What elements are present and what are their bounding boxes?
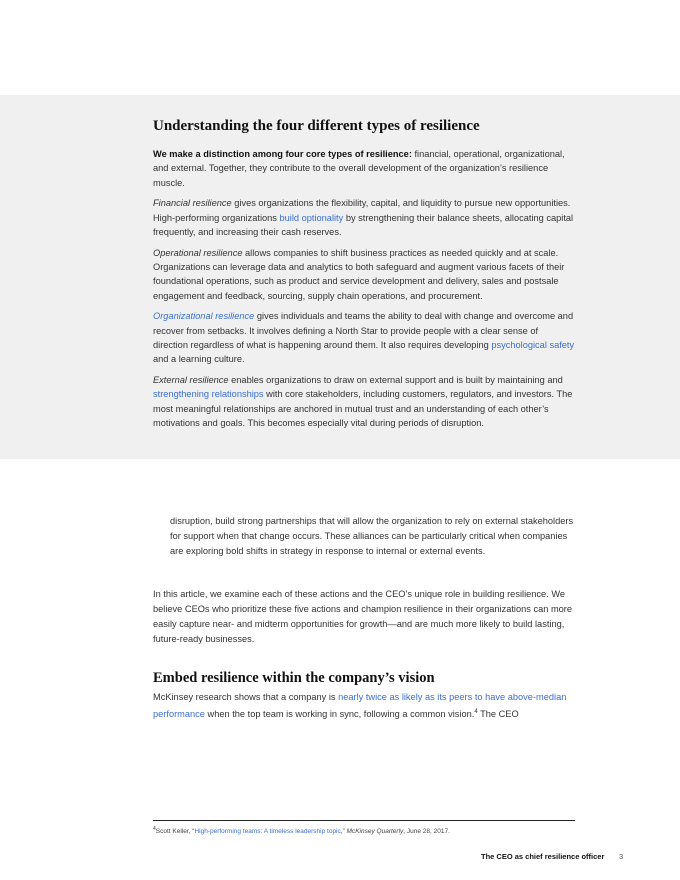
footnote-date: , June 28, 2017. [403,828,450,836]
section-text-c: The CEO [477,709,519,720]
above-median-performance-link[interactable]: nearly twice as likely as its peers to have above-median performance [153,692,567,720]
footnote-author: Scott Keller, “ [155,828,195,836]
footnote-ref[interactable]: 4 [474,709,478,715]
sidebar-content [153,117,575,437]
organizational-resilience-link[interactable]: Organizational resilience [153,311,255,322]
sidebar-paragraph-financial [153,196,575,239]
financial-text-a: gives organizations the flexibility, capital, and liquidity to pursue new opportunities. High-performing organizations [153,198,571,223]
section-body [153,690,575,722]
sidebar-paragraph-operational [153,246,575,303]
build-optionality-link[interactable]: build optionality [279,212,344,223]
section-text-b: when the top team is working in sync, following a common vision. [204,709,475,720]
sidebar-paragraph-external [153,373,575,430]
sidebar-intro-text: financial, operational, organizational, and external. Together, they contribute to the overall development of the organization’s resilience muscle. [153,149,565,188]
organizational-text-a: gives individuals and teams the ability to deal with change and overcome and recover from setbacks. It involves defining a North Star to provide people with a clear sense of direction regardless of what is happening around them. It also requires developing [153,311,574,351]
running-footer-title: The CEO as chief resilience officer [481,852,605,861]
intro-paragraph: In this article, we examine each of these actions and the CEO’s unique role in building resilience. We believe CEOs who prioritize these five actions and champion resilience in their organizations can more easily capture near- and midterm opportunities for growth—and are much more likely to build lasting, future-ready businesses. [153,589,573,644]
external-term: External resilience [153,375,229,386]
financial-text-b: by strengthening their balance sheets, allocating capital frequently, and increasing their cash reserves. [153,212,574,237]
organizational-text-b: and a learning culture. [153,354,245,365]
section-heading: Embed resilience within the company’s vision [153,670,435,686]
continuation-paragraph: disruption, build strong partnerships that will allow the organization to rely on external stakeholders for support when that change occurs. These alliances can be particularly critical when companies are exploring bold shifts in strategy in response to internal or external events. [170,516,574,556]
resilience-sidebar [0,95,680,459]
footnote-number: 4 [153,826,156,832]
financial-term: Financial resilience [153,198,232,209]
footnote-article-link[interactable]: High-performing teams: A timeless leadership topic [194,828,341,836]
operational-term: Operational resilience [153,247,243,258]
list-item-continuation [170,514,575,559]
footnote [153,824,583,837]
intro-block [153,587,575,647]
footnote-journal: McKinsey Quarterly [346,828,404,836]
page-number: 3 [619,852,624,861]
footnote-divider [153,820,575,821]
operational-text: allows companies to shift business practices as needed quickly and at scale. Organizations can leverage data and analytics to both safeguard and augment various facets of their foundational operations, such as product and service development and delivery, sales and postsale engagement and feedback, sourcing, supply chain operations, and procurement. [153,247,565,301]
external-text-a: enables organizations to draw on external support and is built by maintaining and [228,375,563,386]
sidebar-title: Understanding the four different types of resilience [153,118,480,134]
sidebar-intro-bold: We make a distinction among four core types of resilience: [153,149,412,159]
psychological-safety-link[interactable]: psychological safety [491,340,575,351]
footnote-punct: ,” [340,828,347,836]
section-paragraph [153,690,575,722]
section-text-a: McKinsey research shows that a company is [153,692,339,702]
sidebar-paragraph-organizational [153,309,575,366]
strengthening-relationships-link[interactable]: strengthening relationships [153,389,264,400]
sidebar-paragraph-intro [153,147,575,190]
external-text-b: with core stakeholders, including customers, regulators, and investors. The most meaningful relationships are anchored in mutual trust and an understanding of each other’s motivations and goals. This becomes especially vital during periods of disruption. [153,389,573,429]
